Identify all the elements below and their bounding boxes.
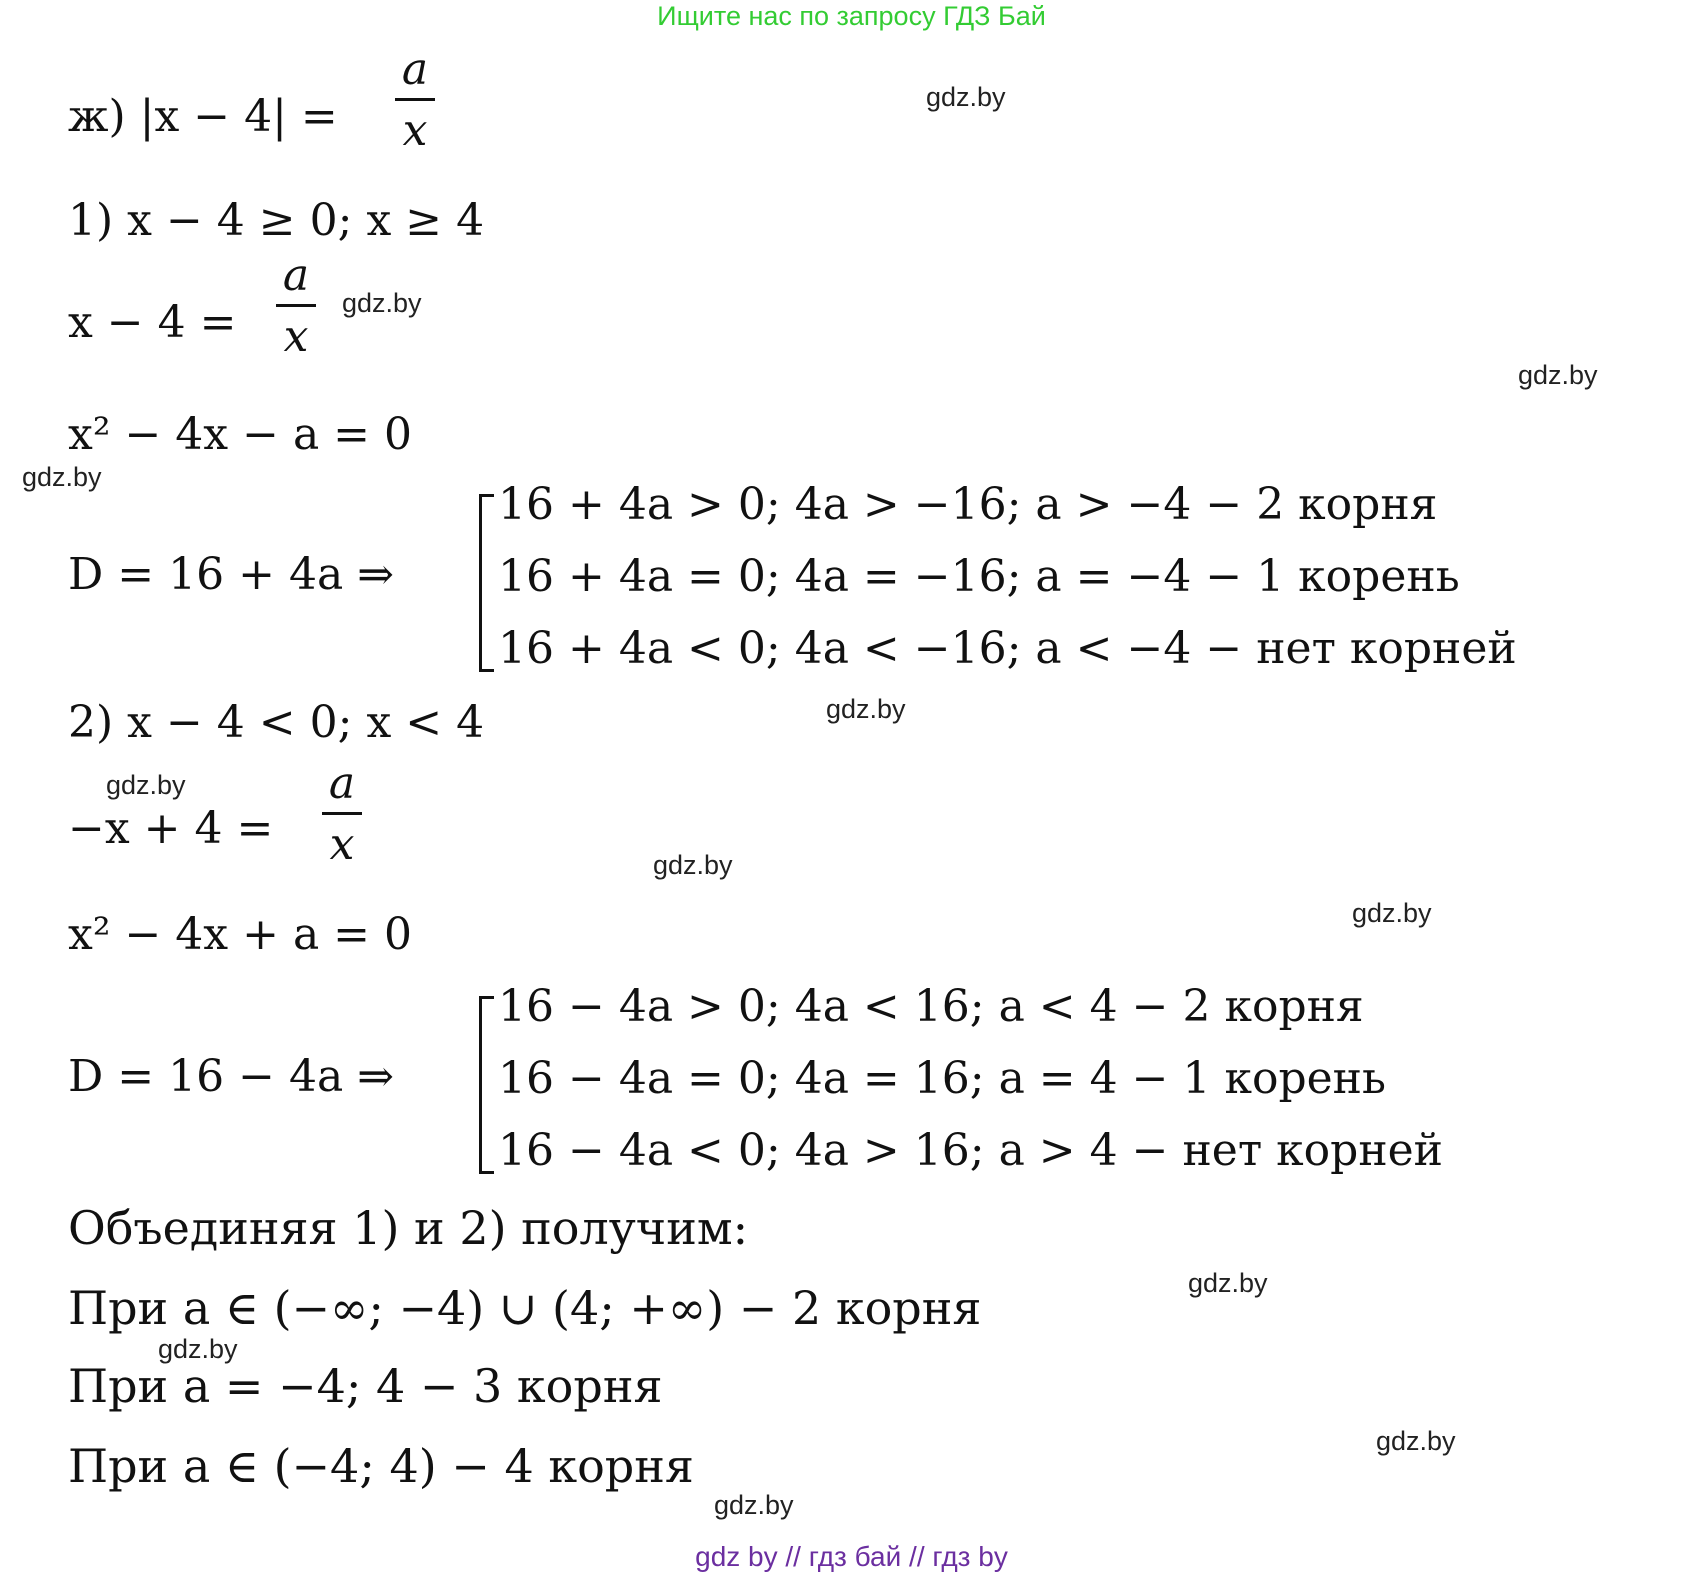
watermark: gdz.by: [926, 82, 1006, 112]
watermark: gdz.by: [1188, 1268, 1268, 1298]
fraction-numerator: a: [282, 250, 310, 301]
case2-row-1: 16 − 4a > 0; 4a < 16; a < 4 − 2 корня: [498, 981, 1364, 1032]
case2-fraction: [322, 760, 362, 869]
fraction-bar: [276, 304, 316, 307]
case2-discriminant: D = 16 − 4a ⇒: [68, 1051, 395, 1102]
case2-quadratic: x² − 4x + a = 0: [68, 909, 413, 960]
watermark: gdz.by: [342, 288, 422, 318]
watermark: gdz.by: [714, 1490, 794, 1520]
case2-system-bracket: [479, 996, 494, 1174]
fraction-denominator: x: [329, 819, 355, 870]
case1-system-bracket: [479, 494, 494, 672]
conclusion-line-2: При a = −4; 4 − 3 корня: [68, 1359, 663, 1413]
watermark: gdz.by: [158, 1334, 238, 1364]
case1-row-3: 16 + 4a < 0; 4a < −16; a < −4 − нет корней: [498, 623, 1517, 674]
fraction-denominator: x: [402, 105, 428, 156]
conclusion-line-3: При a ∈ (−4; 4) − 4 корня: [68, 1439, 694, 1493]
problem-fraction: [395, 46, 435, 155]
watermark: gdz.by: [106, 770, 186, 800]
case1-row-1: 16 + 4a > 0; 4a > −16; a > −4 − 2 корня: [498, 479, 1438, 530]
search-banner: Ищите нас по запросу ГДЗ Бай: [657, 1, 1046, 31]
watermark: gdz.by: [653, 850, 733, 880]
fraction-bar: [322, 812, 362, 815]
case2-condition: 2) x − 4 < 0; x < 4: [68, 697, 485, 748]
case1-fraction: [276, 252, 316, 361]
watermark: gdz.by: [22, 462, 102, 492]
conclusion-line-1: При a ∈ (−∞; −4) ∪ (4; +∞) − 2 корня: [68, 1281, 982, 1335]
fraction-numerator: a: [401, 44, 429, 95]
case1-row-2: 16 + 4a = 0; 4a = −16; a = −4 − 1 корень: [498, 551, 1460, 602]
conclusion-intro: Объединяя 1) и 2) получим:: [68, 1201, 749, 1255]
fraction-bar: [395, 98, 435, 101]
case1-condition: 1) x − 4 ≥ 0; x ≥ 4: [68, 195, 485, 246]
case1-quadratic: x² − 4x − a = 0: [68, 409, 413, 460]
case1-discriminant: D = 16 + 4a ⇒: [68, 549, 395, 600]
fraction-denominator: x: [283, 311, 309, 362]
watermark: gdz.by: [1352, 898, 1432, 928]
problem-equation-left: ж) |x − 4| =: [68, 91, 338, 142]
case2-row-2: 16 − 4a = 0; 4a = 16; a = 4 − 1 корень: [498, 1053, 1386, 1104]
fraction-numerator: a: [328, 758, 356, 809]
case1-equation-left: x − 4 =: [68, 297, 237, 348]
watermark: gdz.by: [1376, 1426, 1456, 1456]
case2-equation-left: −x + 4 =: [68, 803, 274, 854]
watermark: gdz.by: [826, 694, 906, 724]
footer-links: gdz by // гдз бай // гдз by: [695, 1541, 1008, 1572]
watermark: gdz.by: [1518, 360, 1598, 390]
case2-row-3: 16 − 4a < 0; 4a > 16; a > 4 − нет корней: [498, 1125, 1444, 1176]
